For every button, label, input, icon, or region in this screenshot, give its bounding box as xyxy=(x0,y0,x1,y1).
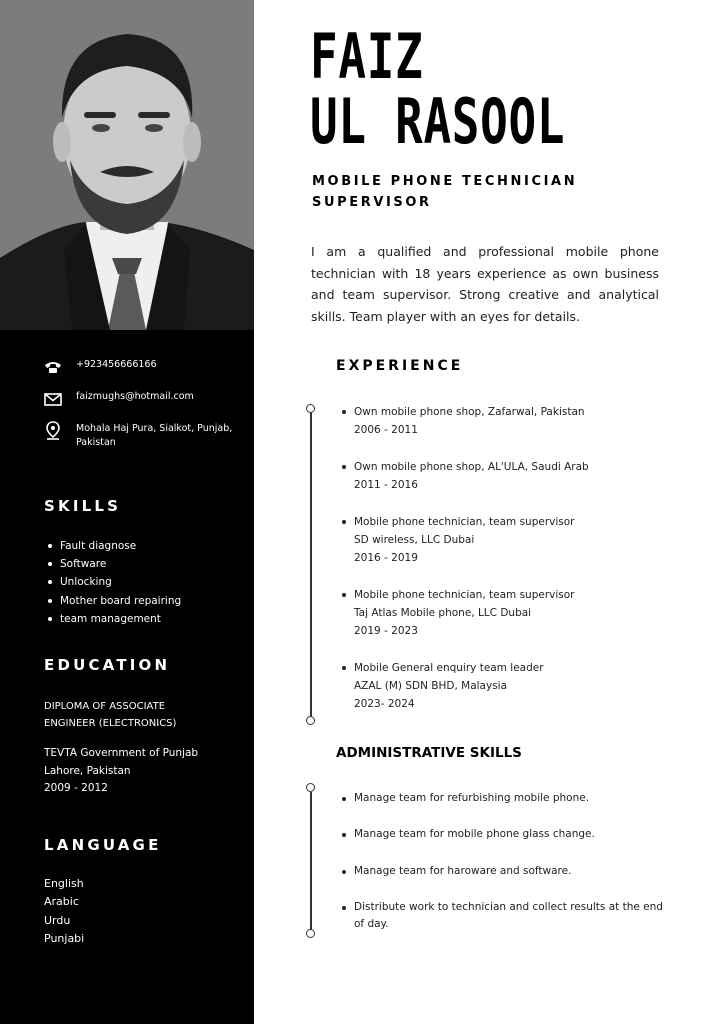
experience-item xyxy=(340,403,585,439)
list-item: Arabic xyxy=(44,895,79,909)
phone-number: +923456666166 xyxy=(76,359,157,370)
job-title-line-1: MOBILE PHONE TECHNICIAN xyxy=(312,174,578,189)
education-institute: TEVTA Government of Punjab xyxy=(44,747,199,759)
job-title xyxy=(312,171,577,213)
education-years: 2009 - 2012 xyxy=(44,782,108,794)
experience-timeline-line xyxy=(310,412,312,718)
skills-heading: SKILLS xyxy=(44,497,122,515)
phone-icon xyxy=(42,358,64,376)
experience-company: Taj Atlas Mobile phone, LLC Dubai xyxy=(354,607,532,619)
experience-item xyxy=(340,659,544,713)
education-heading: EDUCATION xyxy=(44,656,171,674)
experience-item xyxy=(340,586,575,640)
experience-title: Mobile General enquiry team leader xyxy=(340,659,544,677)
list-item: Fault diagnose xyxy=(46,537,181,555)
skills-list xyxy=(46,537,181,628)
language-heading: LANGUAGE xyxy=(44,836,162,854)
envelope-icon xyxy=(42,390,64,408)
experience-years: 2023- 2024 xyxy=(354,698,415,710)
name-line-1: FAIZ xyxy=(310,20,424,93)
experience-item xyxy=(340,513,575,567)
home-address: Mohala Haj Pura, Sialkot, Punjab, Pakistan xyxy=(76,423,233,448)
list-item: team management xyxy=(46,610,181,628)
job-title-line-2: SUPERVISOR xyxy=(312,195,432,210)
experience-years: 2016 - 2019 xyxy=(354,552,418,564)
contact-email xyxy=(42,390,236,408)
profile-photo xyxy=(0,0,254,330)
experience-title: Mobile phone technician, team supervisor xyxy=(340,513,575,531)
contact-phone xyxy=(42,358,236,376)
list-item: Unlocking xyxy=(46,573,181,591)
timeline-start-dot xyxy=(306,404,315,413)
sidebar xyxy=(0,0,254,1024)
education-location: Lahore, Pakistan xyxy=(44,765,131,777)
admin-skill-item: Manage team for refurbishing mobile phone. xyxy=(340,790,674,807)
location-pin-icon xyxy=(42,422,64,440)
portrait-image xyxy=(0,0,254,330)
education-degree: DIPLOMA OF ASSOCIATE ENGINEER (ELECTRONICS) xyxy=(44,701,177,729)
email-address: faizmughs@hotmail.com xyxy=(76,391,194,402)
experience-company: SD wireless, LLC Dubai xyxy=(354,534,475,546)
admin-skill-item: Manage team for mobile phone glass change. xyxy=(340,826,674,843)
profile-summary: I am a qualified and professional mobile phone technician with 18 years experience as own business and team supervisor. Strong creative and analytical skills. Team player with an eyes for details. xyxy=(311,244,659,324)
name-line-2: UL RASOOL xyxy=(310,85,566,158)
experience-years: 2006 - 2011 xyxy=(354,424,418,436)
language-list xyxy=(44,875,84,948)
experience-heading: EXPERIENCE xyxy=(336,358,464,374)
timeline-end-dot xyxy=(306,716,315,725)
list-item: Punjabi xyxy=(44,931,85,945)
experience-title: Mobile phone technician, team supervisor xyxy=(340,586,575,604)
experience-title: Own mobile phone shop, AL'ULA, Saudi Arab xyxy=(340,458,589,476)
experience-years: 2011 - 2016 xyxy=(354,479,418,491)
experience-years: 2019 - 2023 xyxy=(354,625,418,637)
contact-address xyxy=(42,422,236,450)
list-item: Urdu xyxy=(44,913,71,927)
administrative-skills-heading: ADMINISTRATIVE SKILLS xyxy=(336,745,522,761)
list-item: Software xyxy=(46,555,181,573)
admin-skill-item: Manage team for haroware and software. xyxy=(340,863,674,880)
experience-company: AZAL (M) SDN BHD, Malaysia xyxy=(354,680,508,692)
admin-timeline-line xyxy=(310,792,312,932)
experience-title: Own mobile phone shop, Zafarwal, Pakistan xyxy=(340,403,585,421)
timeline-end-dot xyxy=(306,929,315,938)
admin-skill-item: Distribute work to technician and collect results at the end of day. xyxy=(340,899,674,933)
list-item: English xyxy=(44,877,84,890)
timeline-start-dot xyxy=(306,783,315,792)
list-item: Mother board repairing xyxy=(46,592,181,610)
full-name xyxy=(310,20,566,158)
experience-item xyxy=(340,458,589,494)
